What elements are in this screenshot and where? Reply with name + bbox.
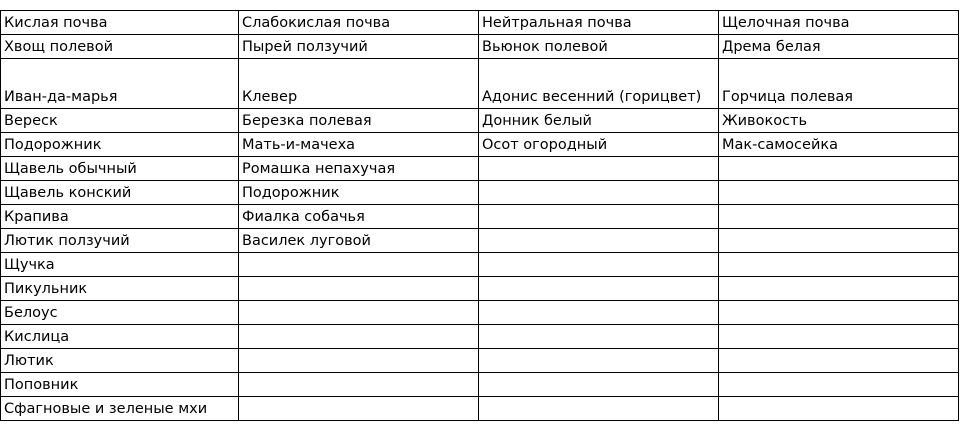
table-cell[interactable]: Лютик <box>1 349 239 373</box>
table-cell[interactable] <box>479 253 719 277</box>
table-cell[interactable] <box>719 325 959 349</box>
table-cell[interactable] <box>239 253 479 277</box>
table-cell[interactable]: Щучка <box>1 253 239 277</box>
table-cell[interactable]: Белоус <box>1 301 239 325</box>
table-row <box>1 157 959 181</box>
table-row <box>1 253 959 277</box>
table-cell[interactable] <box>719 253 959 277</box>
table-cell[interactable]: Вьюнок полевой <box>479 35 719 59</box>
table-cell[interactable]: Иван-да-марья <box>1 59 239 109</box>
table-cell[interactable]: Клевер <box>239 59 479 109</box>
table-cell[interactable] <box>719 301 959 325</box>
table-row <box>1 59 959 109</box>
table-cell[interactable]: Крапива <box>1 205 239 229</box>
table-cell[interactable]: Лютик ползучий <box>1 229 239 253</box>
table-cell[interactable] <box>479 181 719 205</box>
header-cell-alkaline[interactable]: Щелочная почва <box>719 11 959 35</box>
table-cell[interactable]: Дрема белая <box>719 35 959 59</box>
header-cell-slightly-acidic[interactable]: Слабокислая почва <box>239 11 479 35</box>
table-cell[interactable] <box>479 157 719 181</box>
table-cell[interactable]: Пырей ползучий <box>239 35 479 59</box>
table-row <box>1 133 959 157</box>
header-cell-acidic[interactable]: Кислая почва <box>1 11 239 35</box>
table-cell[interactable]: Фиалка собачья <box>239 205 479 229</box>
table-cell[interactable]: Ромашка непахучая <box>239 157 479 181</box>
table-cell[interactable] <box>239 349 479 373</box>
table-cell[interactable]: Пикульник <box>1 277 239 301</box>
table-row <box>1 373 959 397</box>
table-cell[interactable] <box>479 349 719 373</box>
table-row <box>1 181 959 205</box>
table-row <box>1 349 959 373</box>
table-cell[interactable]: Живокость <box>719 109 959 133</box>
table-cell[interactable]: Вереск <box>1 109 239 133</box>
table-cell[interactable]: Сфагновые и зеленые мхи <box>1 397 239 421</box>
table-cell[interactable]: Щавель обычный <box>1 157 239 181</box>
table-cell[interactable]: Хвощ полевой <box>1 35 239 59</box>
table-cell[interactable] <box>479 229 719 253</box>
table-cell[interactable] <box>719 277 959 301</box>
table-cell[interactable]: Подорожник <box>1 133 239 157</box>
table-cell[interactable] <box>479 301 719 325</box>
table-cell[interactable] <box>719 397 959 421</box>
table-row <box>1 397 959 421</box>
table-row <box>1 277 959 301</box>
table-row <box>1 109 959 133</box>
table-cell[interactable] <box>719 373 959 397</box>
table-cell[interactable]: Кислица <box>1 325 239 349</box>
table-cell[interactable]: Мать-и-мачеха <box>239 133 479 157</box>
table-row <box>1 325 959 349</box>
table-cell[interactable]: Мак-самосейка <box>719 133 959 157</box>
table-cell[interactable] <box>479 397 719 421</box>
table-cell[interactable]: Березка полевая <box>239 109 479 133</box>
table-cell[interactable] <box>719 205 959 229</box>
table-cell[interactable]: Донник белый <box>479 109 719 133</box>
table-cell[interactable]: Адонис весенний (горицвет) <box>479 59 719 109</box>
table-cell[interactable] <box>239 301 479 325</box>
table-cell[interactable] <box>479 205 719 229</box>
table-cell[interactable] <box>479 277 719 301</box>
table-row <box>1 35 959 59</box>
table-cell[interactable]: Горчица полевая <box>719 59 959 109</box>
header-row <box>1 11 959 35</box>
table-cell[interactable] <box>719 349 959 373</box>
table-cell[interactable]: Щавель конский <box>1 181 239 205</box>
table-cell[interactable] <box>479 373 719 397</box>
table-cell[interactable] <box>239 325 479 349</box>
table-cell[interactable] <box>719 229 959 253</box>
table-row <box>1 229 959 253</box>
soil-plants-table <box>0 10 959 421</box>
table-cell[interactable]: Осот огородный <box>479 133 719 157</box>
header-cell-neutral[interactable]: Нейтральная почва <box>479 11 719 35</box>
table-cell[interactable]: Поповник <box>1 373 239 397</box>
table-body <box>1 11 959 421</box>
table-cell[interactable] <box>239 277 479 301</box>
table-cell[interactable] <box>239 397 479 421</box>
table-cell[interactable] <box>719 181 959 205</box>
table-cell[interactable] <box>239 373 479 397</box>
table-row <box>1 205 959 229</box>
table-cell[interactable] <box>719 157 959 181</box>
table-cell[interactable] <box>479 325 719 349</box>
table-cell[interactable]: Подорожник <box>239 181 479 205</box>
table-row <box>1 301 959 325</box>
table-cell[interactable]: Василек луговой <box>239 229 479 253</box>
